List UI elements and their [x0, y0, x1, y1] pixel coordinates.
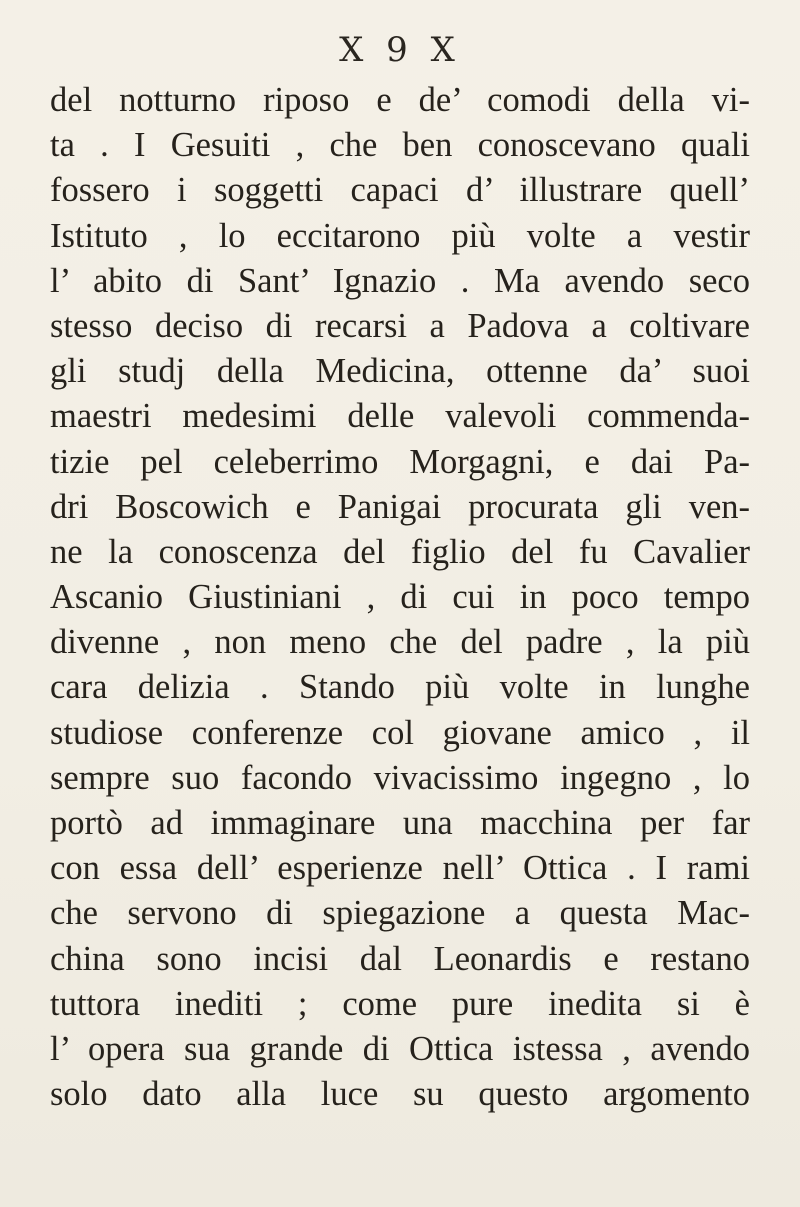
body-text [50, 78, 750, 1117]
text-line: del notturno riposo e de’ comodi della vi- [50, 81, 750, 119]
text-line: stesso deciso di recarsi a Padova a coltivare [50, 306, 750, 345]
text-line: l’ abito di Sant’ Ignazio . Ma avendo seco [50, 261, 750, 300]
text-line: ne la conoscenza del figlio del fu Cavalier [50, 532, 750, 571]
text-line: sempre suo facondo vivacissimo ingegno , lo [50, 758, 750, 797]
text-line: studiose conferenze col giovane amico , il [50, 713, 750, 752]
text-line: fossero i soggetti capaci d’ illustrare quell’ [50, 171, 750, 210]
text-line: cara delizia . Stando più volte in lunghe [50, 668, 750, 707]
text-line: tizie pel celeberrimo Morgagni, e dai Pa- [50, 442, 750, 481]
text-line: china sono incisi dal Leonardis e restano [50, 939, 750, 978]
text-line: l’ opera sua grande di Ottica istessa , avendo [50, 1029, 750, 1068]
text-line: Ascanio Giustiniani , di cui in poco tempo [50, 578, 750, 617]
text-line: che servono di spiegazione a questa Mac- [50, 894, 750, 933]
text-line: gli studj della Medicina, ottenne da’ suoi [50, 352, 750, 391]
page-number-header: X 9 X [339, 30, 461, 70]
text-line: divenne , non meno che del padre , la più [50, 623, 750, 662]
text-line: solo dato alla luce su questo argomento [50, 1075, 750, 1114]
text-line: portò ad immaginare una macchina per far [50, 804, 750, 842]
text-line: maestri medesimi delle valevoli commenda- [50, 397, 750, 436]
text-line: tuttora inediti ; come pure inedita si è [50, 984, 750, 1023]
text-line: con essa dell’ esperienze nell’ Ottica . I rami [50, 849, 750, 888]
text-line: ta . I Gesuiti , che ben conoscevano quali [50, 126, 750, 165]
text-line: Istituto , lo eccitarono più volte a vestir [50, 216, 750, 255]
text-line: dri Boscowich e Panigai procurata gli ven- [50, 487, 750, 526]
